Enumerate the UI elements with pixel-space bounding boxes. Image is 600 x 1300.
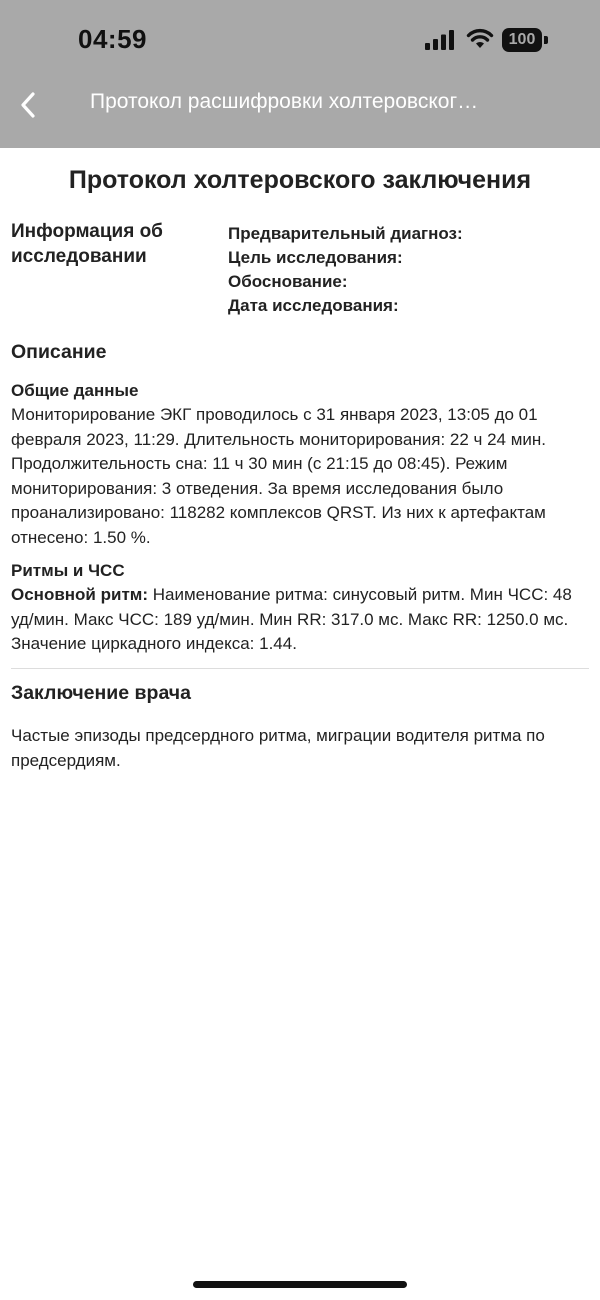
- info-field-justification: Обоснование:: [228, 272, 348, 291]
- description-heading: Описание: [11, 341, 107, 363]
- signal-icon: [425, 30, 457, 50]
- conclusion-heading: Заключение врача: [11, 682, 191, 704]
- page-title: Протокол холтеровского заключения: [68, 166, 532, 194]
- rhythms-heading: Ритмы и ЧСС: [11, 561, 125, 580]
- conclusion-text: Частые эпизоды предсердного ритма, миграции водителя ритма по предсердиям.: [11, 726, 545, 770]
- info-field-purpose: Цель исследования:: [228, 248, 403, 267]
- back-button[interactable]: [14, 88, 44, 122]
- general-data-text: Мониторирование ЭКГ проводилось с 31 января 2023, 13:05 до 01 февраля 2023, 11:29. Длительность мониторирования: 22 ч 24 мин. Продолжительность сна: 11 ч 30 мин (с 21:15 до 08:45). Режим мониторирования: 3 отведения. За время исследования было проанализировано: 118282 комплексов QRST. Из них к артефактам отнесено: 1.50 %.: [11, 405, 547, 547]
- divider: [11, 668, 589, 669]
- wifi-icon: [466, 28, 494, 50]
- main-rhythm-text: Наименование ритма: синусовый ритм. Мин ЧСС: 48 уд/мин. Макс ЧСС: 189 уд/мин. Мин RR: 317.0 мс. Макс RR: 1250.0 мс. Значение циркадного индекса: 1.44.: [11, 585, 572, 653]
- nav-title: Протокол расшифровки холтеровског…: [90, 90, 479, 113]
- top-header: [0, 0, 600, 148]
- battery-cap: [544, 36, 548, 44]
- battery-icon: [502, 28, 548, 52]
- home-indicator[interactable]: [193, 1281, 407, 1288]
- rhythms-paragraph: [11, 583, 591, 657]
- info-heading: Информация об исследовании: [11, 221, 163, 267]
- general-data-heading: Общие данные: [11, 381, 139, 400]
- info-field-diagnosis: Предварительный диагноз:: [228, 224, 463, 243]
- main-rhythm-label: Основной ритм:: [11, 585, 149, 604]
- info-fields: [228, 222, 588, 318]
- chevron-left-icon: [14, 88, 44, 122]
- battery-level: 100: [508, 31, 536, 48]
- info-field-date: Дата исследования:: [228, 296, 399, 315]
- status-time: 04:59: [78, 24, 147, 54]
